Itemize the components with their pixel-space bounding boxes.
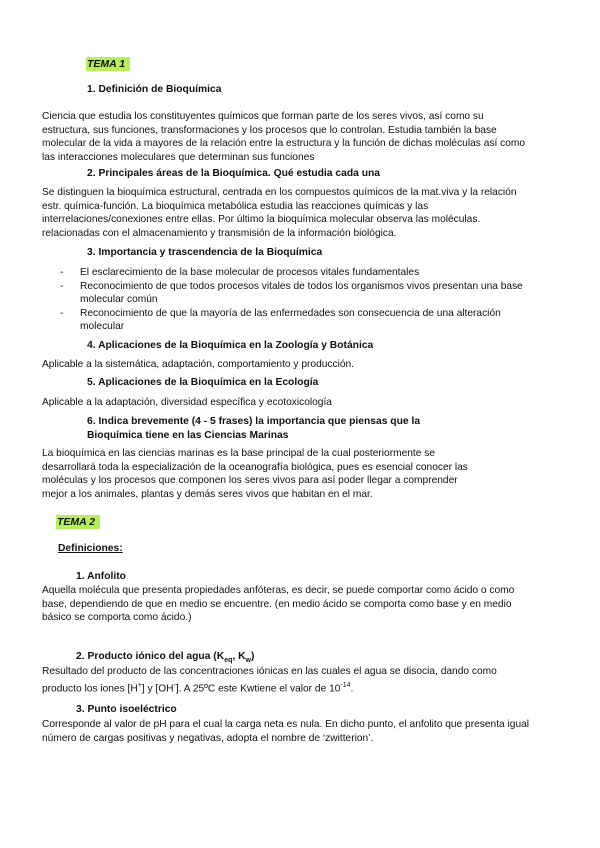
paragraph-6-line: La bioquímica en las ciencias marinas es la base principal de la cual posteriormente se	[42, 448, 435, 459]
definition-2-title-sep: , K	[232, 651, 246, 662]
list-dash: -	[60, 307, 64, 319]
list-item-line: Reconocimiento de que todos procesos vitales de todos los organismos vivos presentan una base	[80, 280, 523, 292]
list-item	[60, 307, 580, 334]
definition-2-sub-w: w	[245, 657, 251, 665]
definition-1-line: básico se comporta como ácido.)	[42, 612, 192, 623]
paragraph-6-line: mejor a los animales, plantas y demás seres vivos que habitan en el mar.	[42, 488, 373, 500]
paragraph-2-line: estr. química-función. La bioquímica metabólica estudia las reacciones químicas y las	[42, 200, 429, 212]
heading-6-line: Bioquímica tiene en las Ciencias Marinas	[87, 429, 289, 441]
paragraph-6-line: moléculas y los procesos que componen los seres vivos para así poder llegar a comprender	[42, 475, 458, 486]
definition-1-line: Aquella molécula que presenta propiedades anfóteras, es decir, se puede comportar como ácido o como	[42, 585, 515, 596]
paragraph-2	[42, 186, 517, 240]
heading-6	[87, 415, 420, 442]
definition-1-text	[42, 584, 514, 625]
definition-3-title: 3. Punto isoeléctrico	[76, 704, 177, 715]
heading-2: 2. Principales áreas de la Bioquímica. Qué estudia cada una	[87, 168, 381, 179]
definition-2-sup-exp: -14	[340, 681, 351, 689]
heading-5: 5. Aplicaciones de la Bioquímica en la Ecología	[87, 377, 319, 388]
heading-6-line: 6. Indica brevemente (4 - 5 frases) la importancia que piensas que la	[87, 416, 421, 427]
list-item-line: El esclarecimiento de la base molecular de procesos vitales fundamentales	[80, 267, 420, 278]
definition-2-text	[42, 665, 497, 695]
definition-2-text-part: ] y [OH	[141, 682, 174, 694]
paragraph-2-line: interrelaciones/conexiones entre ellas. Por último la bioquímica molecular observa las moléculas.	[42, 214, 481, 225]
paragraph-4: Aplicable a la sistemática, adaptación, comportamiento y producción.	[42, 359, 355, 370]
paragraph-6-line: desarrollará toda la especialización de la oceanografía biológica, pues es esencial conocer las	[42, 461, 468, 473]
list-item	[60, 280, 580, 307]
definition-3-text	[42, 718, 529, 745]
tema-1-badge: TEMA 1	[86, 57, 130, 71]
definition-2-title-text: 2. Producto iónico del agua (K	[76, 651, 225, 662]
paragraph-1-line: Ciencia que estudia los constituyentes químicos que forman parte de los seres vivos, así como su	[42, 111, 484, 122]
definition-2-sup-h: +	[137, 681, 142, 689]
definition-2-text-part: producto los iones [H	[42, 682, 138, 694]
paragraph-1	[42, 110, 525, 164]
heading-4: 4. Aplicaciones de la Bioquímica en la Zoología y Botánica	[87, 340, 374, 351]
definition-2-title-close: )	[250, 651, 255, 662]
list-dash: -	[60, 267, 64, 278]
tema-2-badge: TEMA 2	[56, 515, 100, 529]
definition-2-title	[76, 651, 254, 664]
paragraph-2-line: Se distinguen la bioquímica estructural, centrada en los compuestos químicos de la mat.viva y la relación	[42, 187, 517, 198]
paragraph-6	[42, 447, 468, 501]
paragraph-1-line: las interacciones moleculares que determinan sus funciones	[42, 151, 315, 163]
definition-1-title: 1. Anfolito	[76, 571, 126, 582]
definition-2-text-part: .	[350, 682, 354, 694]
definition-1-line: base, dependiendo de que en medio se encuentre. (en medio ácido se comporta como base y en medio	[42, 598, 512, 610]
definition-3-line: Corresponde al valor de pH para el cual la carga neta es nula. En dicho punto, el anfolito que presenta igual	[42, 719, 530, 730]
paragraph-2-line: relacionadas con el almacenamiento y transmisión de la información biológica.	[42, 227, 397, 239]
heading-3: 3. Importancia y trascendencia de la Bioquímica	[87, 247, 323, 258]
list-dash: -	[60, 280, 64, 292]
paragraph-1-line: estructura, sus funciones, transformaciones y los procesos que lo controlan. Estudia también la base	[42, 124, 497, 136]
paragraph-1-line: molecular de la vida a mayores de la relación entre la estructura y la función de dichas moléculas así como	[42, 138, 526, 149]
definition-2-line: Resultado del producto de las concentraciones iónicas en las cuales el agua se disocia, dando como	[42, 666, 497, 677]
list-item-line: Reconocimiento de que la mayoría de las enfermedades son consecuencia de una alteración	[80, 307, 501, 319]
definition-2-line	[42, 679, 497, 696]
list-item-line: molecular común	[80, 294, 158, 305]
paragraph-5: Aplicable a la adaptación, diversidad específica y ecotoxicología	[42, 397, 332, 408]
definition-2-sub-eq: eq	[224, 657, 233, 665]
heading-1: 1. Definición de Bioquímica	[87, 84, 222, 95]
importance-list	[60, 266, 580, 334]
list-item-line: molecular	[80, 321, 125, 332]
definitions-heading: Definiciones:	[58, 543, 123, 554]
definition-3-line: número de cargas positivas y negativas, adopta el nombre de ‘zwitterion’.	[42, 732, 374, 744]
definition-2-sup-oh: -	[173, 681, 176, 689]
list-item	[60, 266, 580, 280]
definition-2-text-part: ]. A 25ºC este Kwtiene el valor de 10	[175, 682, 341, 694]
